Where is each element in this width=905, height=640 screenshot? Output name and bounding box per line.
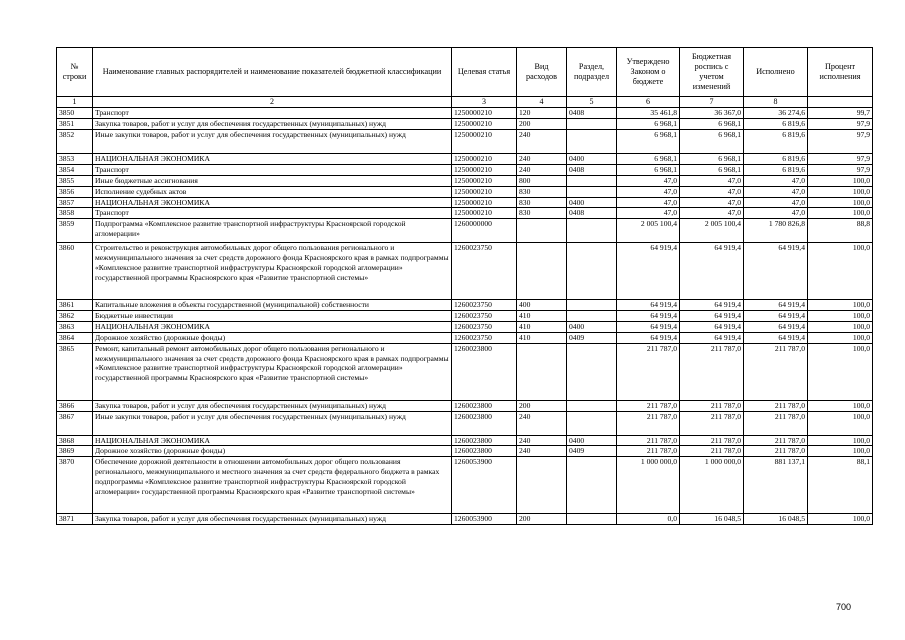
row-number: 3864 — [57, 332, 93, 343]
row-razdel: 0408 — [567, 208, 617, 219]
row-razdel: 0408 — [567, 164, 617, 175]
row-vid: 240 — [517, 154, 567, 165]
table-row — [57, 130, 873, 154]
row-percent: 100,0 — [808, 311, 873, 322]
table-row — [57, 321, 873, 332]
row-target-code: 1260023800 — [452, 343, 517, 400]
row-target-code: 1250000210 — [452, 164, 517, 175]
row-razdel: 0408 — [567, 108, 617, 119]
table-row — [57, 219, 873, 243]
row-number: 3865 — [57, 343, 93, 400]
row-vid: 240 — [517, 164, 567, 175]
table-row — [57, 400, 873, 411]
row-name: Транспорт — [93, 208, 452, 219]
table-row — [57, 175, 873, 186]
row-percent: 97,9 — [808, 130, 873, 154]
row-budget-list: 36 367,0 — [680, 108, 744, 119]
row-name: НАЦИОНАЛЬНАЯ ЭКОНОМИКА — [93, 197, 452, 208]
row-razdel — [567, 130, 617, 154]
header-budget-list: Бюджетная роспись с учетом изменений — [680, 48, 744, 97]
row-name: Строительство и реконструкция автомобильных дорог общего пользования регионального и межмуниципального значения за счет средств дорожного фонда Красноярского края в рамках подпрограммы «Комплексное развитие транспортной инфраструктуры Красноярской городской агломерации» государственной программы Красноярского края «Развитие транспортной системы» — [93, 243, 452, 300]
row-name: НАЦИОНАЛЬНАЯ ЭКОНОМИКА — [93, 435, 452, 446]
header-vid: Вид расходов — [517, 48, 567, 97]
row-name: Закупка товаров, работ и услуг для обеспечения государственных (муниципальных) нужд — [93, 119, 452, 130]
row-vid — [517, 219, 567, 243]
column-number: 2 — [93, 97, 452, 108]
row-executed: 211 787,0 — [744, 435, 808, 446]
header-target: Целевая статья — [452, 48, 517, 97]
row-budget-list: 1 000 000,0 — [680, 457, 744, 514]
header-approved: Утверждено Законом о бюджете — [617, 48, 680, 97]
row-approved: 64 919,4 — [617, 243, 680, 300]
row-executed: 47,0 — [744, 175, 808, 186]
row-percent: 100,0 — [808, 514, 873, 525]
row-approved: 64 919,4 — [617, 300, 680, 311]
column-number: 7 — [680, 97, 744, 108]
row-executed: 64 919,4 — [744, 243, 808, 300]
row-razdel: 0400 — [567, 154, 617, 165]
row-executed: 6 819,6 — [744, 130, 808, 154]
column-number: 8 — [744, 97, 808, 108]
row-vid: 200 — [517, 514, 567, 525]
row-approved: 6 968,1 — [617, 119, 680, 130]
row-percent: 100,0 — [808, 175, 873, 186]
row-number: 3863 — [57, 321, 93, 332]
row-vid: 830 — [517, 186, 567, 197]
row-razdel — [567, 311, 617, 322]
row-target-code: 1250000210 — [452, 154, 517, 165]
row-number: 3850 — [57, 108, 93, 119]
row-name: Иные закупки товаров, работ и услуг для обеспечения государственных (муниципальных) нужд — [93, 411, 452, 435]
row-budget-list: 2 005 100,4 — [680, 219, 744, 243]
row-name: Закупка товаров, работ и услуг для обеспечения государственных (муниципальных) нужд — [93, 400, 452, 411]
row-approved: 6 968,1 — [617, 164, 680, 175]
header-name: Наименование главных распорядителей и наименование показателей бюджетной классификации — [93, 48, 452, 97]
row-executed: 64 919,4 — [744, 311, 808, 322]
row-name: Закупка товаров, работ и услуг для обеспечения государственных (муниципальных) нужд — [93, 514, 452, 525]
table-row — [57, 332, 873, 343]
row-approved: 211 787,0 — [617, 446, 680, 457]
row-razdel — [567, 186, 617, 197]
row-approved: 6 968,1 — [617, 130, 680, 154]
row-budget-list: 6 968,1 — [680, 119, 744, 130]
table-row — [57, 186, 873, 197]
row-percent: 100,0 — [808, 332, 873, 343]
row-name: Дорожное хозяйство (дорожные фонды) — [93, 332, 452, 343]
row-razdel — [567, 457, 617, 514]
row-percent: 100,0 — [808, 186, 873, 197]
row-vid: 410 — [517, 321, 567, 332]
row-budget-list: 47,0 — [680, 208, 744, 219]
row-vid: 120 — [517, 108, 567, 119]
row-executed: 16 048,5 — [744, 514, 808, 525]
row-approved: 211 787,0 — [617, 411, 680, 435]
row-executed: 6 819,6 — [744, 164, 808, 175]
column-number: 1 — [57, 97, 93, 108]
row-budget-list: 6 968,1 — [680, 130, 744, 154]
row-approved: 64 919,4 — [617, 332, 680, 343]
row-vid: 410 — [517, 332, 567, 343]
row-approved: 47,0 — [617, 197, 680, 208]
row-executed: 1 780 826,8 — [744, 219, 808, 243]
row-vid: 200 — [517, 400, 567, 411]
row-number: 3871 — [57, 514, 93, 525]
row-budget-list: 64 919,4 — [680, 311, 744, 322]
row-budget-list: 47,0 — [680, 175, 744, 186]
row-name: НАЦИОНАЛЬНАЯ ЭКОНОМИКА — [93, 321, 452, 332]
row-target-code: 1260053900 — [452, 457, 517, 514]
row-approved: 6 968,1 — [617, 154, 680, 165]
row-budget-list: 211 787,0 — [680, 343, 744, 400]
row-razdel — [567, 219, 617, 243]
row-target-code: 1260023750 — [452, 311, 517, 322]
row-executed: 36 274,6 — [744, 108, 808, 119]
row-number: 3853 — [57, 154, 93, 165]
table-row — [57, 311, 873, 322]
row-number: 3870 — [57, 457, 93, 514]
row-budget-list: 47,0 — [680, 197, 744, 208]
row-razdel — [567, 300, 617, 311]
row-approved: 0,0 — [617, 514, 680, 525]
table-row — [57, 243, 873, 300]
row-executed: 47,0 — [744, 186, 808, 197]
table-row — [57, 446, 873, 457]
row-number: 3856 — [57, 186, 93, 197]
row-target-code: 1250000210 — [452, 175, 517, 186]
row-budget-list: 211 787,0 — [680, 446, 744, 457]
row-number: 3852 — [57, 130, 93, 154]
row-executed: 211 787,0 — [744, 400, 808, 411]
row-vid: 410 — [517, 311, 567, 322]
row-razdel — [567, 119, 617, 130]
row-vid: 240 — [517, 435, 567, 446]
row-percent: 99,7 — [808, 108, 873, 119]
row-approved: 47,0 — [617, 186, 680, 197]
column-number: 3 — [452, 97, 517, 108]
column-number-row — [57, 97, 873, 108]
row-budget-list: 64 919,4 — [680, 300, 744, 311]
row-approved: 1 000 000,0 — [617, 457, 680, 514]
row-vid — [517, 243, 567, 300]
row-target-code: 1250000210 — [452, 186, 517, 197]
header-percent: Процент исполнения — [808, 48, 873, 97]
row-number: 3866 — [57, 400, 93, 411]
column-number: 5 — [567, 97, 617, 108]
row-budget-list: 64 919,4 — [680, 243, 744, 300]
row-approved: 211 787,0 — [617, 343, 680, 400]
row-razdel: 0400 — [567, 197, 617, 208]
row-target-code: 1260023750 — [452, 300, 517, 311]
row-name: Дорожное хозяйство (дорожные фонды) — [93, 446, 452, 457]
row-budget-list: 211 787,0 — [680, 411, 744, 435]
row-approved: 64 919,4 — [617, 311, 680, 322]
row-vid: 240 — [517, 411, 567, 435]
row-percent: 100,0 — [808, 300, 873, 311]
row-approved: 211 787,0 — [617, 400, 680, 411]
row-target-code: 1260023800 — [452, 435, 517, 446]
row-budget-list: 64 919,4 — [680, 321, 744, 332]
row-budget-list: 64 919,4 — [680, 332, 744, 343]
row-target-code: 1260023800 — [452, 400, 517, 411]
row-razdel — [567, 400, 617, 411]
row-vid: 830 — [517, 197, 567, 208]
row-executed: 6 819,6 — [744, 119, 808, 130]
row-number: 3869 — [57, 446, 93, 457]
row-executed: 47,0 — [744, 208, 808, 219]
row-approved: 211 787,0 — [617, 435, 680, 446]
row-razdel — [567, 343, 617, 400]
row-percent: 100,0 — [808, 321, 873, 332]
row-number: 3854 — [57, 164, 93, 175]
row-percent: 100,0 — [808, 400, 873, 411]
row-razdel: 0409 — [567, 446, 617, 457]
row-vid — [517, 343, 567, 400]
table-row — [57, 343, 873, 400]
header-razdel: Раздел, подраздел — [567, 48, 617, 97]
row-executed: 47,0 — [744, 197, 808, 208]
row-budget-list: 6 968,1 — [680, 154, 744, 165]
row-target-code: 1260023800 — [452, 446, 517, 457]
row-name: Подпрограмма «Комплексное развитие транспортной инфраструктуры Красноярской городской агломерации» — [93, 219, 452, 243]
row-name: НАЦИОНАЛЬНАЯ ЭКОНОМИКА — [93, 154, 452, 165]
row-vid: 830 — [517, 208, 567, 219]
row-percent: 97,9 — [808, 164, 873, 175]
row-target-code: 1260023750 — [452, 332, 517, 343]
table-row — [57, 154, 873, 165]
row-executed: 64 919,4 — [744, 321, 808, 332]
row-number: 3868 — [57, 435, 93, 446]
row-budget-list: 211 787,0 — [680, 435, 744, 446]
table-row — [57, 435, 873, 446]
row-vid: 400 — [517, 300, 567, 311]
row-percent: 100,0 — [808, 435, 873, 446]
row-number: 3851 — [57, 119, 93, 130]
row-number: 3860 — [57, 243, 93, 300]
column-number — [808, 97, 873, 108]
row-target-code: 1250000210 — [452, 108, 517, 119]
row-number: 3867 — [57, 411, 93, 435]
table-row — [57, 197, 873, 208]
row-target-code: 1260053900 — [452, 514, 517, 525]
row-executed: 211 787,0 — [744, 411, 808, 435]
row-name: Исполнение судебных актов — [93, 186, 452, 197]
row-budget-list: 6 968,1 — [680, 164, 744, 175]
row-target-code: 1260023750 — [452, 321, 517, 332]
row-number: 3857 — [57, 197, 93, 208]
table-row — [57, 514, 873, 525]
row-target-code: 1250000210 — [452, 130, 517, 154]
row-number: 3859 — [57, 219, 93, 243]
table-row — [57, 119, 873, 130]
row-vid: 240 — [517, 130, 567, 154]
row-percent: 100,0 — [808, 243, 873, 300]
row-number: 3862 — [57, 311, 93, 322]
row-approved: 35 461,8 — [617, 108, 680, 119]
row-target-code: 1260023750 — [452, 243, 517, 300]
row-percent: 100,0 — [808, 343, 873, 400]
row-executed: 64 919,4 — [744, 332, 808, 343]
row-percent: 88,8 — [808, 219, 873, 243]
row-percent: 88,1 — [808, 457, 873, 514]
row-razdel — [567, 411, 617, 435]
row-executed: 881 137,1 — [744, 457, 808, 514]
row-vid: 800 — [517, 175, 567, 186]
row-razdel: 0409 — [567, 332, 617, 343]
row-executed: 6 819,6 — [744, 154, 808, 165]
row-approved: 64 919,4 — [617, 321, 680, 332]
row-name: Капитальные вложения в объекты государственной (муниципальной) собственности — [93, 300, 452, 311]
row-razdel — [567, 514, 617, 525]
row-budget-list: 16 048,5 — [680, 514, 744, 525]
row-percent: 100,0 — [808, 208, 873, 219]
row-vid — [517, 457, 567, 514]
row-number: 3855 — [57, 175, 93, 186]
row-approved: 47,0 — [617, 175, 680, 186]
row-target-code: 1250000210 — [452, 197, 517, 208]
row-percent: 97,9 — [808, 119, 873, 130]
row-target-code: 1260023800 — [452, 411, 517, 435]
row-name: Иные закупки товаров, работ и услуг для обеспечения государственных (муниципальных) нужд — [93, 130, 452, 154]
row-target-code: 1250000210 — [452, 208, 517, 219]
row-name: Ремонт, капитальный ремонт автомобильных дорог общего пользования регионального и межмуниципального значения за счет средств дорожного фонда Красноярского края в рамках подпрограммы «Комплексное развитие транспортной инфраструктуры Красноярской городской агломерации» государственной программы Красноярского края «Развитие транспортной системы» — [93, 343, 452, 400]
table-row — [57, 108, 873, 119]
row-target-code: 1250000210 — [452, 119, 517, 130]
table-row — [57, 300, 873, 311]
row-percent: 100,0 — [808, 197, 873, 208]
row-number: 3861 — [57, 300, 93, 311]
row-razdel — [567, 175, 617, 186]
row-budget-list: 47,0 — [680, 186, 744, 197]
header-executed: Исполнено — [744, 48, 808, 97]
row-percent: 100,0 — [808, 446, 873, 457]
row-budget-list: 211 787,0 — [680, 400, 744, 411]
row-target-code: 1260000000 — [452, 219, 517, 243]
header-num: № строки — [57, 48, 93, 97]
row-razdel — [567, 243, 617, 300]
row-approved: 2 005 100,4 — [617, 219, 680, 243]
row-vid: 200 — [517, 119, 567, 130]
row-number: 3858 — [57, 208, 93, 219]
table-row — [57, 411, 873, 435]
row-vid: 240 — [517, 446, 567, 457]
row-approved: 47,0 — [617, 208, 680, 219]
budget-execution-table — [56, 47, 873, 525]
row-name: Транспорт — [93, 164, 452, 175]
column-number: 4 — [517, 97, 567, 108]
row-name: Обеспечение дорожной деятельности в отношении автомобильных дорог общего пользования регионального, межмуниципального и местного значения за счет средств федерального бюджета в рамках подпрограммы «Комплексное развитие транспортной инфраструктуры Красноярской городской агломерации» государственной программы Красноярского края «Развитие транспортной системы» — [93, 457, 452, 514]
row-executed: 211 787,0 — [744, 343, 808, 400]
row-name: Транспорт — [93, 108, 452, 119]
table-row — [57, 208, 873, 219]
row-name: Иные бюджетные ассигнования — [93, 175, 452, 186]
row-razdel: 0400 — [567, 435, 617, 446]
row-percent: 100,0 — [808, 411, 873, 435]
header-row — [57, 48, 873, 97]
row-executed: 64 919,4 — [744, 300, 808, 311]
column-number: 6 — [617, 97, 680, 108]
row-percent: 97,9 — [808, 154, 873, 165]
table-row — [57, 164, 873, 175]
row-razdel: 0400 — [567, 321, 617, 332]
row-executed: 211 787,0 — [744, 446, 808, 457]
row-name: Бюджетные инвестиции — [93, 311, 452, 322]
page-number: 700 — [836, 602, 852, 612]
table-row — [57, 457, 873, 514]
